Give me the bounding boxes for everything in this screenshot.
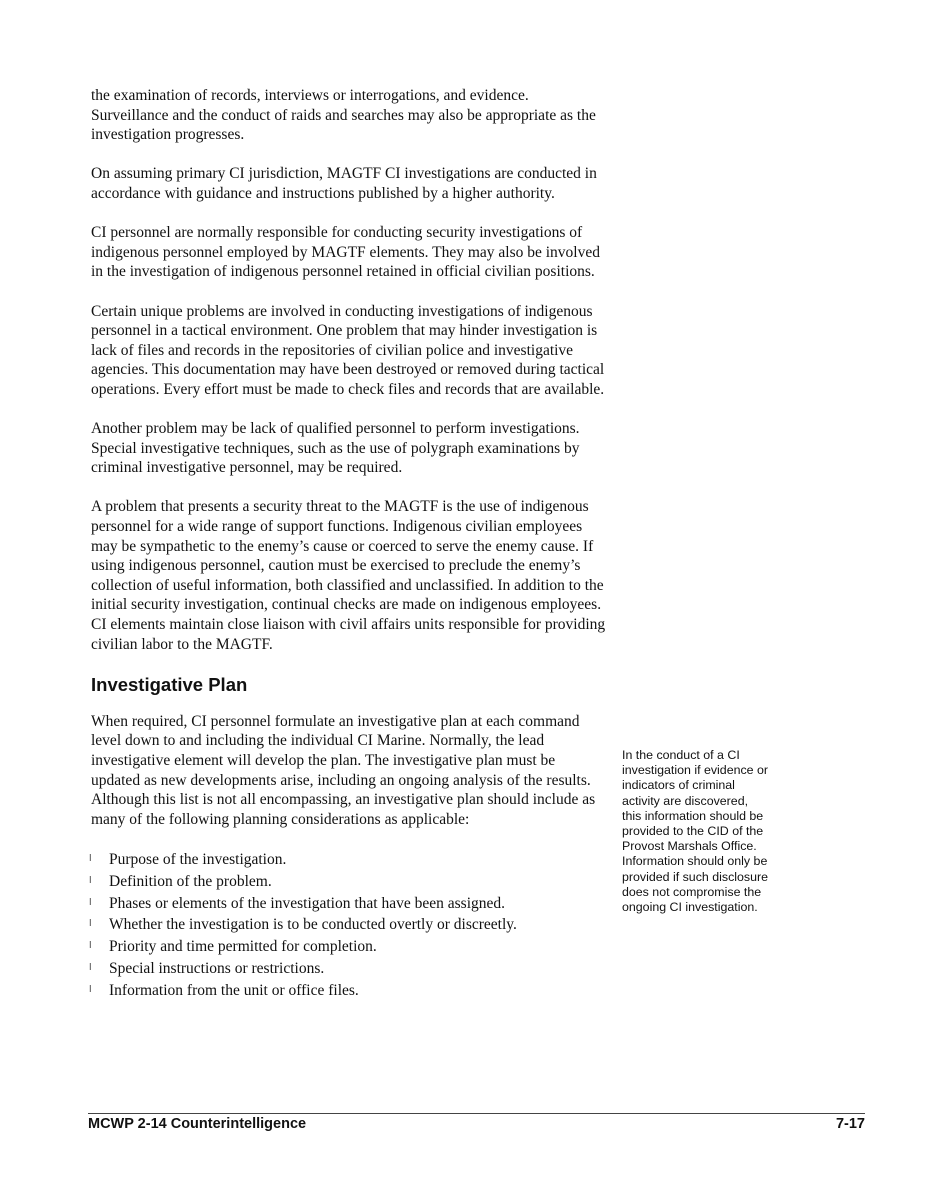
bullet-icon: l <box>89 853 92 864</box>
list-item-text: Purpose of the investigation. <box>109 850 287 868</box>
main-column <box>91 86 606 1002</box>
list-item-text: Whether the investigation is to be conducted overtly or discreetly. <box>109 916 517 934</box>
list-item <box>91 849 606 871</box>
sidebar-note: In the conduct of a CI investigation if evidence or indicators of criminal activity are discovered, this information should be provided to the CID of the Provost Marshals Office. Information should only be provided if such disclosure does not compromise the ongoing CI investigation. <box>622 748 769 915</box>
list-item-text: Special instructions or restrictions. <box>109 959 325 977</box>
body-paragraph-6: A problem that presents a security threat to the MAGTF is the use of indigenous personnel for a wide range of support functions. Indigenous civilian employees may be sympathetic to the enemy’s cause or coerced to serve the enemy cause. If using indigenous personnel, caution must be exercised to preclude the enemy’s collection of useful information, both classified and unclassified. In addition to the initial security investigation, continual checks are made on indigenous employees. CI elements maintain close liaison with civil affairs units responsible for providing civilian labor to the MAGTF. <box>91 498 606 653</box>
list-item-text: Phases or elements of the investigation that have been assigned. <box>109 894 506 912</box>
footer-divider <box>88 1113 865 1114</box>
list-item <box>91 914 606 936</box>
list-item <box>91 936 606 958</box>
bullet-icon: l <box>89 919 92 930</box>
bullet-icon: l <box>89 897 92 908</box>
list-item <box>91 980 606 1002</box>
section-intro: When required, CI personnel formulate an investigative plan at each command level down to and including the individual CI Marine. Normally, the lead investigative element will develop the plan. The investigative plan must be updated as new developments arise, including an ongoing analysis of the results. Although this list is not all encompassing, an investigative plan should include as many of the following planning considerations as applicable: <box>91 712 596 828</box>
body-paragraph-2: On assuming primary CI jurisdiction, MAGTF CI investigations are conducted in accordance with guidance and instructions published by a higher authority. <box>91 165 597 202</box>
body-paragraph-1: the examination of records, interviews or interrogations, and evidence. Surveillance and the conduct of raids and searches may also be appropriate as the investigation progresses. <box>91 87 596 144</box>
list-item <box>91 958 606 980</box>
bullet-icon: l <box>89 941 92 952</box>
page-number: 7-17 <box>835 1116 865 1132</box>
list-item-text: Information from the unit or office files. <box>109 981 359 999</box>
bullet-icon: l <box>89 984 92 995</box>
list-item <box>91 871 606 893</box>
list-item-text: Definition of the problem. <box>109 872 272 890</box>
body-paragraph-4: Certain unique problems are involved in conducting investigations of indigenous personnel in a tactical environment. One problem that may hinder investigation is lack of files and records in the repositories of civilian police and investigative agencies. This documentation may have been destroyed or removed during tactical operations. Every effort must be made to check files and records that are available. <box>91 302 605 398</box>
bullet-icon: l <box>89 875 92 886</box>
body-paragraph-3: CI personnel are normally responsible for conducting security investigations of indigenous personnel employed by MAGTF elements. They may also be involved in the investigation of indigenous personnel retained in official civilian positions. <box>91 224 600 281</box>
body-paragraph-5: Another problem may be lack of qualified personnel to perform investigations. Special investigative techniques, such as the use of polygraph examinations by criminal investigative personnel, may be required. <box>91 420 580 477</box>
list-item-text: Priority and time permitted for completion. <box>109 938 377 956</box>
section-heading: Investigative Plan <box>91 673 248 695</box>
footer-title: MCWP 2-14 Counterintelligence <box>88 1116 307 1132</box>
bullet-icon: l <box>89 962 92 973</box>
considerations-list <box>91 849 606 1002</box>
list-item <box>91 893 606 915</box>
